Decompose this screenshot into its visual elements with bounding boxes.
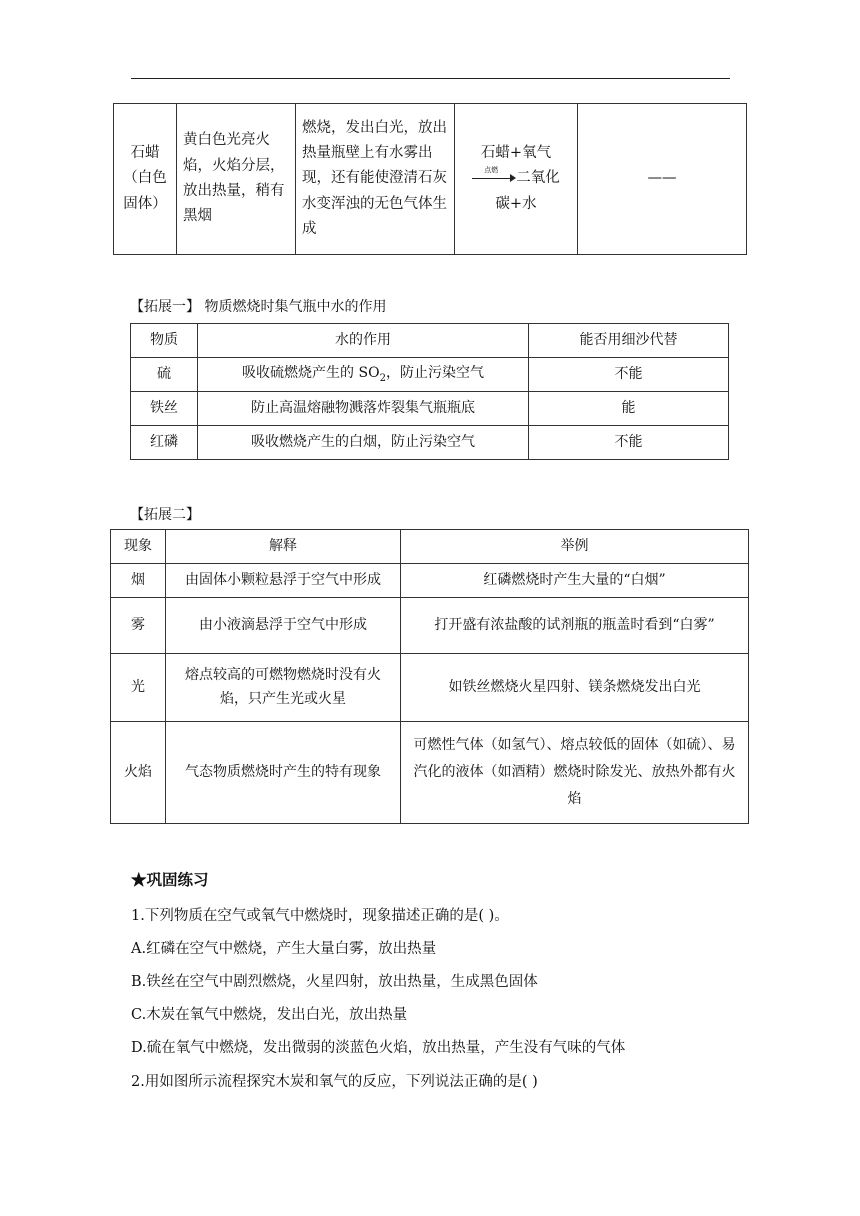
table-header-row — [131, 324, 729, 358]
table-cell: 硫 — [131, 358, 198, 392]
header-cell: 能否用细沙代替 — [529, 324, 729, 358]
table-header-row — [111, 530, 749, 564]
table-row — [131, 392, 729, 426]
table-cell: 能 — [529, 392, 729, 426]
table-cell: 可燃性气体（如氢气）、熔点较低的固体（如硫）、易汽化的液体（如酒精）燃烧时除发光、放热外都有火焰 — [401, 722, 749, 824]
table-row — [131, 358, 729, 392]
table-cell: 雾 — [111, 598, 166, 654]
table-cell: 由小液滴悬浮于空气中形成 — [166, 598, 401, 654]
equation-products-2: 碳+水 — [495, 195, 537, 212]
table-cell: 吸收燃烧产生的白烟，防止污染空气 — [198, 426, 529, 460]
header-cell: 解释 — [166, 530, 401, 564]
table-cell: 光 — [111, 654, 166, 722]
table-cell-oxygen — [296, 104, 455, 255]
table-cell: 打开盛有浓盐酸的试剂瓶的瓶盖时看到“白雾” — [401, 598, 749, 654]
question-1-option-d: D.硫在氧气中燃烧，发出微弱的淡蓝色火焰，放出热量，产生没有气味的气体 — [131, 1040, 626, 1056]
table-cell: 铁丝 — [131, 392, 198, 426]
question-2: 2.用如图所示流程探究木炭和氧气的反应，下列说法正确的是( ) — [131, 1074, 538, 1090]
table-cell-equation — [455, 104, 578, 255]
table-cell-note — [578, 104, 747, 255]
cell-text: 吸收硫燃烧产生的 SO — [242, 364, 380, 381]
equation-line — [461, 166, 571, 191]
table-row — [111, 654, 749, 722]
table-cell-air — [177, 104, 296, 255]
table-cell: 不能 — [529, 426, 729, 460]
equation-reactants: 石蜡+氧气 — [480, 144, 552, 161]
table-row — [114, 104, 747, 255]
table-cell: 不能 — [529, 358, 729, 392]
table-cell: 红磷燃烧时产生大量的“白烟” — [401, 564, 749, 598]
table-cell: 防止高温熔融物溅落炸裂集气瓶瓶底 — [198, 392, 529, 426]
table-row — [111, 722, 749, 824]
reaction-arrow-icon — [472, 166, 516, 184]
header-cell: 水的作用 — [198, 324, 529, 358]
table-cell: 火焰 — [111, 722, 166, 824]
practice-title: ★巩固练习 — [131, 870, 209, 889]
table-cell: 熔点较高的可燃物燃烧时没有火焰，只产生光或火星 — [166, 654, 401, 722]
note-dash: —— — [647, 170, 677, 187]
question-1: 1.下列物质在空气或氧气中燃烧时，现象描述正确的是( )。 — [131, 908, 509, 924]
combustion-table — [113, 103, 747, 255]
header-cell: 举例 — [401, 530, 749, 564]
substance-text: 石蜡（白色固体） — [123, 144, 167, 212]
table-cell-substance — [114, 104, 177, 255]
question-1-option-b: B.铁丝在空气中剧烈燃烧，火星四射，放出热量，生成黑色固体 — [131, 974, 538, 990]
table-row — [111, 564, 749, 598]
ext1-title: 【拓展一】 物质燃烧时集气瓶中水的作用 — [130, 299, 387, 315]
cell-text: ，防止污染空气 — [385, 364, 484, 381]
table-cell: 气态物质燃烧时产生的特有现象 — [166, 722, 401, 824]
header-cell: 现象 — [111, 530, 166, 564]
table-cell: 烟 — [111, 564, 166, 598]
table-row — [111, 598, 749, 654]
header-cell: 物质 — [131, 324, 198, 358]
phenomena-table — [110, 529, 749, 824]
reaction-condition: 点燃 — [484, 166, 499, 175]
table-row — [131, 426, 729, 460]
question-1-option-a: A.红磷在空气中燃烧，产生大量白雾，放出热量 — [131, 941, 437, 957]
oxygen-phenomenon-text: 燃烧，发出白光，放出热量瓶壁上有水雾出现，还有能使澄清石灰水变浑浊的无色气体生成 — [302, 119, 447, 238]
table-cell: 由固体小颗粒悬浮于空气中形成 — [166, 564, 401, 598]
equation-products-1: 二氧化 — [516, 170, 560, 187]
ext2-title: 【拓展二】 — [130, 507, 200, 523]
table-cell — [198, 358, 529, 392]
question-1-option-c: C.木炭在氧气中燃烧，发出白光，放出热量 — [131, 1007, 408, 1023]
air-phenomenon-text: 黄白色光亮火焰，火焰分层，放出热量，稍有黑烟 — [183, 132, 285, 225]
water-role-table — [130, 323, 729, 460]
header-rule — [131, 78, 730, 79]
table-cell: 红磷 — [131, 426, 198, 460]
table-cell: 如铁丝燃烧火星四射、镁条燃烧发出白光 — [401, 654, 749, 722]
subscript: 2 — [379, 372, 386, 384]
